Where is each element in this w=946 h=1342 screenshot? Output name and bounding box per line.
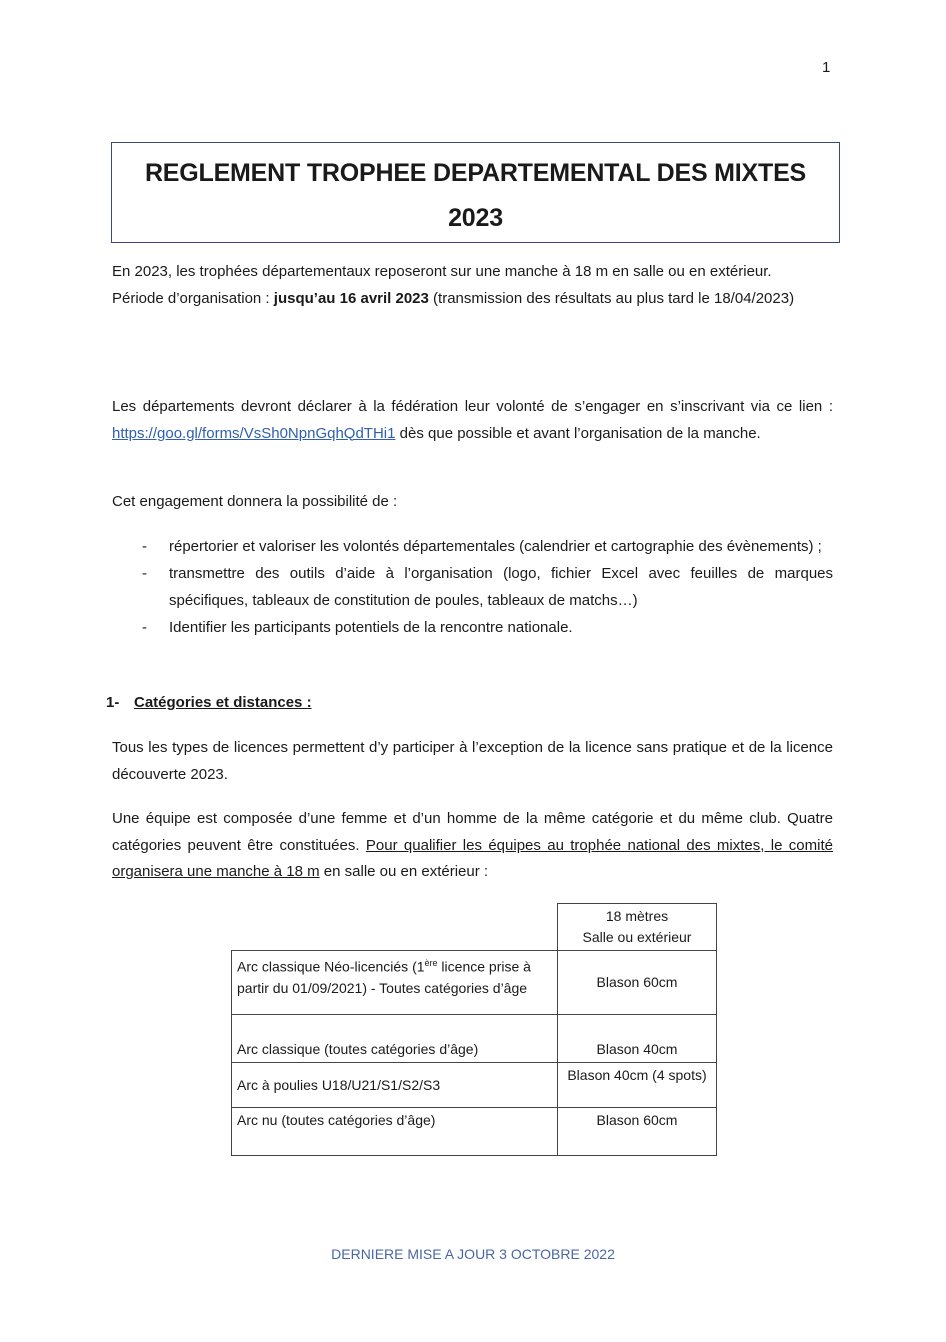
period-text: Période d’organisation : jusqu’au 16 avril 2023 (transmission des résultats au plus tard le 18/04/2023) [112,289,795,307]
intro-text: En 2023, les trophées départementaux reposeront sur une manche à 18 m en salle ou en extérieur. [112,263,772,280]
table-cell-target: Blason 60cm [558,1108,717,1156]
list-item: - Identifier les participants potentiels de la rencontre nationale. [142,619,573,636]
table-header-distance: 18 mètres Salle ou extérieur [558,904,717,951]
table-cell-category: Arc à poulies U18/U21/S1/S2/S3 [232,1063,558,1108]
table-cell-target: Blason 60cm [558,951,717,1015]
table-header-row [232,904,717,951]
licences-paragraph: Tous les types de licences permettent d’y participer à l’exception de la licence sans pratique et de la licence découverte 2023. [112,739,833,783]
list-item: - transmettre des outils d’aide à l’organisation (logo, fichier Excel avec feuilles de marques spécifiques, tableaux de constitution de poules, tableaux de matchs…) [142,565,833,609]
possibility-intro: Cet engagement donnera la possibilité de : [112,493,398,510]
table-row [232,1015,717,1063]
section-heading-categories: 1- Catégories et distances : [106,694,312,711]
registration-link[interactable]: https://goo.gl/forms/VsSh0NpnGqhQdTHi1 [112,424,396,442]
table-row [232,1108,717,1156]
document-title-line1: REGLEMENT TROPHEE DEPARTEMENTAL DES MIXTES [144,159,807,187]
table-row [232,1063,717,1108]
table-cell-category: Arc classique (toutes catégories d’âge) [232,1015,558,1063]
table-cell-target: Blason 40cm (4 spots) [558,1063,717,1108]
possibility-list [112,533,833,641]
engagement-paragraph: Les départements devront déclarer à la fédération leur volonté de s’engager en s’inscrivant via ce lien : https://goo.gl/forms/VsSh0NpnGqhQdTHi1 dès que possible et avant l’organisation de la manche. [112,398,833,442]
document-title-line2: 2023 [448,204,503,232]
team-paragraph: Une équipe est composée d’une femme et d’un homme de la même catégorie et du même club. Quatre catégories peuvent être constituées. Pour qualifier les équipes au trophée national des mixtes, le comité organisera une manche à 18 m en salle ou en extérieur : [112,810,833,880]
table-row [232,951,717,1015]
table-cell-category: Arc nu (toutes catégories d’âge) [232,1108,558,1156]
table-cell-category: Arc classique Néo-licenciés (1ère licence prise à partir du 01/09/2021) - Toutes catégories d’âge [232,951,558,1015]
page-number: 1 [822,59,831,76]
title-box [111,142,840,243]
footer-last-update: DERNIERE MISE A JOUR 3 OCTOBRE 2022 [331,1246,615,1262]
table-cell-target: Blason 40cm [558,1015,717,1063]
intro-paragraph [112,259,833,312]
list-item: - répertorier et valoriser les volontés départementales (calendrier et cartographie des évènements) ; [142,538,822,555]
period-deadline: jusqu’au 16 avril 2023 [273,289,429,307]
categories-table [231,903,717,1156]
